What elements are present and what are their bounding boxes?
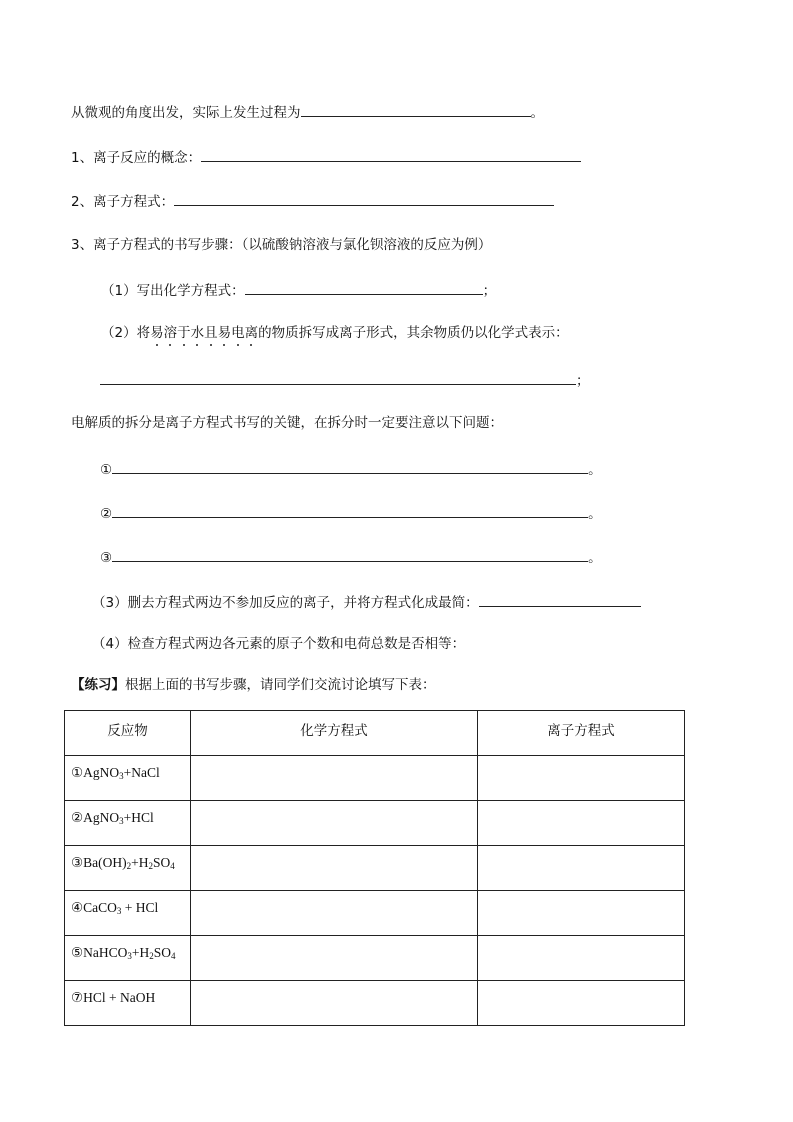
formula-text: +H — [131, 855, 149, 870]
formula-subscript: 4 — [170, 861, 175, 871]
ionic-equation-cell[interactable] — [478, 936, 685, 981]
note-item-period: 。 — [588, 462, 602, 478]
chemical-equation-cell[interactable] — [191, 891, 478, 936]
ionic-equation-cell[interactable] — [478, 756, 685, 801]
chemical-equation-cell[interactable] — [191, 801, 478, 846]
step3-label: （3）删去方程式两边不参加反应的离子，并将方程式化成最简： — [92, 595, 479, 611]
emphasis-char: 离 — [244, 325, 259, 341]
emphasis-char: 溶 — [163, 325, 178, 341]
table-row — [65, 846, 685, 891]
formula-subscript: 3 — [127, 951, 132, 961]
row-number: ⑤ — [71, 945, 84, 960]
formula-subscript: 2 — [148, 861, 153, 871]
formula-text: SO — [153, 945, 171, 960]
practice-line — [71, 676, 436, 694]
formula-subscript: 2 — [149, 951, 154, 961]
item3-line — [71, 236, 491, 254]
reactant-cell — [65, 801, 191, 846]
row-number: ③ — [71, 855, 84, 870]
note-item-marker: ② — [100, 506, 113, 522]
item2-answer-blank[interactable] — [174, 191, 554, 206]
step2-text-a: （2）将 — [101, 325, 151, 341]
formula-text: AgNO — [83, 765, 120, 780]
practice-tag: 【练习】 — [71, 677, 125, 693]
formula-subscript: 2 — [126, 861, 132, 871]
item2-label: 2、离子方程式： — [71, 194, 175, 210]
header-chemical-equation: 化学方程式 — [191, 711, 478, 756]
emphasis-char: 易 — [217, 325, 232, 341]
practice-table — [64, 710, 685, 1026]
row-number: ① — [71, 765, 84, 780]
note-item-3-blank[interactable] — [112, 547, 588, 562]
emphasis-char: 水 — [190, 325, 205, 341]
formula-subscript: 3 — [116, 906, 122, 916]
ionic-equation-cell[interactable] — [478, 801, 685, 846]
intro-period: 。 — [530, 105, 544, 121]
step1-label: （1）写出化学方程式： — [101, 283, 245, 299]
intro-text: 从微观的角度出发，实际上发生过程为 — [71, 105, 301, 121]
ionic-equation-cell[interactable] — [478, 846, 685, 891]
chemical-equation-cell[interactable] — [191, 846, 478, 891]
note-item-marker: ① — [100, 462, 113, 478]
step3-line — [92, 592, 641, 612]
formula-text: +HCl — [123, 810, 154, 825]
formula-text: NaHCO — [83, 945, 128, 960]
table-row — [65, 801, 685, 846]
chemical-equation-cell[interactable] — [191, 936, 478, 981]
table-row — [65, 936, 685, 981]
item2-line — [71, 191, 554, 211]
reactant-cell — [65, 846, 191, 891]
table-row — [65, 981, 685, 1026]
note-item-1 — [100, 459, 602, 479]
step2-text-b: 的物质拆写成离子形式，其余物质仍以化学式表示： — [258, 325, 569, 341]
formula-text: HCl + NaOH — [83, 990, 156, 1005]
header-ionic-equation: 离子方程式 — [478, 711, 685, 756]
step4-line — [92, 635, 465, 653]
ionic-equation-cell[interactable] — [478, 981, 685, 1026]
step2-answer-line — [100, 370, 590, 390]
note-item-3 — [100, 547, 602, 567]
note-item-2 — [100, 503, 602, 523]
note-item-1-blank[interactable] — [112, 459, 588, 474]
row-number: ⑦ — [71, 990, 84, 1005]
note-item-period: 。 — [588, 506, 602, 522]
table-row — [65, 891, 685, 936]
step1-line — [101, 280, 496, 300]
note-item-marker: ③ — [100, 550, 113, 566]
item3-text: 3、离子方程式的书写步骤：（以硫酸钠溶液与氯化钡溶液的反应为例） — [71, 237, 492, 253]
formula-subscript: 4 — [171, 951, 176, 961]
header-reactant: 反应物 — [65, 711, 191, 756]
formula-text: CaCO — [83, 900, 117, 915]
emphasis-char: 且 — [204, 325, 218, 341]
reactant-cell — [65, 756, 191, 801]
formula-text: AgNO — [83, 810, 120, 825]
formula-subscript: 3 — [119, 816, 124, 826]
table-header-row — [65, 711, 685, 756]
reactant-cell — [65, 891, 191, 936]
note-item-2-blank[interactable] — [112, 503, 588, 518]
step1-semicolon: ； — [482, 283, 497, 299]
emphasis-char: 电 — [231, 325, 245, 341]
formula-text: +H — [131, 945, 150, 960]
step1-answer-blank[interactable] — [245, 280, 483, 295]
practice-instruction: 根据上面的书写步骤，请同学们交流讨论填写下表： — [125, 677, 436, 693]
row-number: ④ — [71, 900, 84, 915]
step4-text: （4）检查方程式两边各元素的原子个数和电荷总数是否相等： — [92, 636, 466, 652]
formula-text: +NaCl — [123, 765, 160, 780]
emphasis-char: 于 — [177, 325, 191, 341]
ionic-equation-cell[interactable] — [478, 891, 685, 936]
row-number: ② — [71, 810, 84, 825]
item1-line — [71, 147, 581, 167]
intro-answer-blank[interactable] — [301, 102, 531, 117]
emphasis-char: 易 — [150, 325, 164, 341]
chemical-equation-cell[interactable] — [191, 756, 478, 801]
step2-line — [101, 324, 569, 342]
item1-answer-blank[interactable] — [201, 147, 581, 162]
note-item-period: 。 — [588, 550, 602, 566]
reactant-cell — [65, 936, 191, 981]
chemical-equation-cell[interactable] — [191, 981, 478, 1026]
reactant-cell — [65, 981, 191, 1026]
table-row — [65, 756, 685, 801]
note-text: 电解质的拆分是离子方程式书写的关键，在拆分时一定要注意以下问题： — [71, 415, 503, 431]
formula-text: SO — [152, 855, 171, 870]
step3-answer-blank[interactable] — [479, 592, 641, 607]
item1-label: 1、离子反应的概念： — [71, 150, 202, 166]
step2-answer-blank[interactable] — [100, 370, 576, 385]
formula-subscript: 3 — [119, 771, 124, 781]
formula-text: Ba(OH) — [83, 855, 127, 870]
intro-line — [71, 102, 544, 122]
step2-semicolon: ； — [576, 373, 590, 389]
note-line — [71, 414, 503, 432]
formula-text: + HCl — [121, 900, 159, 915]
